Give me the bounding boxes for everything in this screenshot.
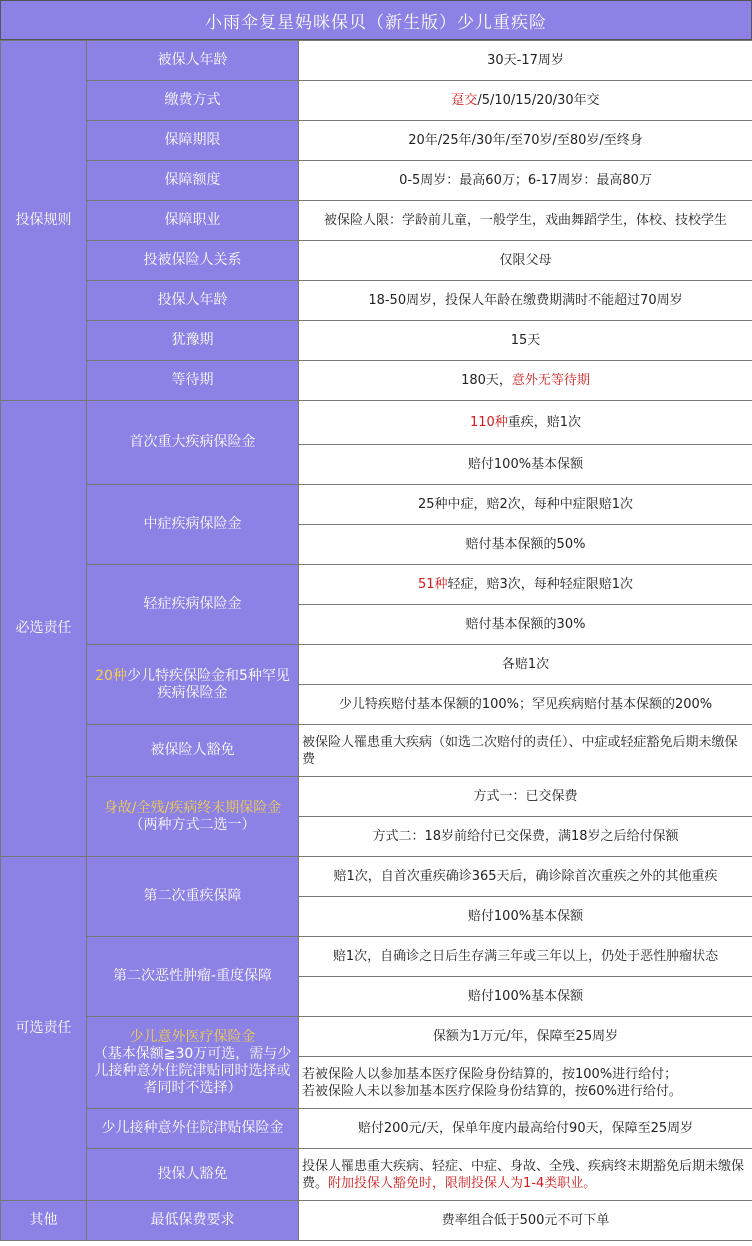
row-label: 中症疾病保险金 [87,485,299,565]
row-label: 被保险人豁免 [87,725,299,777]
row-label: 投保人年龄 [87,281,299,321]
row-label: 投被保险人关系 [87,241,299,281]
page-title: 小雨伞复星妈咪保贝（新生版）少儿重疾险 [0,0,752,40]
row-label: 第二次恶性肿瘤-重度保障 [87,937,299,1017]
row-label: 缴费方式 [87,81,299,121]
row-value: 赔1次，自确诊之日后生存满三年或三年以上，仍处于恶性肿瘤状态 [299,937,752,977]
row-value: 110种重疾，赔1次 [299,401,752,445]
row-label: 投保人豁免 [87,1149,299,1201]
row-value: 方式一：已交保费 [299,777,752,817]
highlight-text: 51种 [417,577,448,592]
row-value: 0-5周岁：最高60万；6-17周岁：最高80万 [299,161,752,201]
row-label: 等待期 [87,361,299,401]
section-optional: 可选责任 [1,857,87,1201]
highlight-text: 趸交 [451,93,478,108]
row-value: 少儿特疾赔付基本保额的100%；罕见疾病赔付基本保额的200% [299,685,752,725]
row-label: 保障期限 [87,121,299,161]
section-other: 其他 [1,1201,87,1241]
row-value: 180天，意外无等待期 [299,361,752,401]
row-value: 仅限父母 [299,241,752,281]
highlight-text: 身故/全残/疾病终末期保险金 [103,799,282,816]
row-value: 方式二：18岁前给付已交保费，满18岁之后给付保额 [299,817,752,857]
row-value: 51种轻症，赔3次，每种轻症限赔1次 [299,565,752,605]
row-value: 各赔1次 [299,645,752,685]
row-value: 若被保险人以参加基本医疗保险身份结算的，按100%进行给付； 若被保险人未以参加基本医疗保险身份结算的，按60%进行给付。 [299,1057,752,1109]
row-label: 少儿意外医疗保险金 （基本保额≧30万可选，需与少儿接种意外住院津贴同时选择或者同时不选择） [87,1017,299,1109]
row-label: 少儿接种意外住院津贴保险金 [87,1109,299,1149]
highlight-text: 意外无等待期 [511,373,590,388]
row-label: 被保人年龄 [87,41,299,81]
row-value: 被保险人罹患重大疾病（如选二次赔付的责任）、中症或轻症豁免后期未缴保费 [299,725,752,777]
highlight-text: 少儿意外医疗保险金 [129,1028,256,1045]
row-value: 保额为1万元/年，保障至25周岁 [299,1017,752,1057]
row-value: 20年/25年/30年/至70岁/至80岁/至终身 [299,121,752,161]
row-value: 18-50周岁，投保人年龄在缴费期满时不能超过70周岁 [299,281,752,321]
row-label: 首次重大疾病保险金 [87,401,299,485]
insurance-table [0,40,752,1241]
row-value: 赔付100%基本保额 [299,977,752,1017]
row-value: 赔付100%基本保额 [299,445,752,485]
row-value: 赔付基本保额的50% [299,525,752,565]
row-value: 赔付200元/天，保单年度内最高给付90天，保障至25周岁 [299,1109,752,1149]
row-label: 20种少儿特疾保险金和5种罕见疾病保险金 [87,645,299,725]
row-value: 投保人罹患重大疾病、轻症、中症、身故、全残、疾病终末期豁免后期未缴保费。附加投保人豁免时，限制投保人为1-4类职业。 [299,1149,752,1201]
highlight-text: 20种 [95,667,127,684]
section-rules: 投保规则 [1,41,87,401]
row-value: 赔付100%基本保额 [299,897,752,937]
row-value: 25种中症，赔2次，每种中症限赔1次 [299,485,752,525]
row-value: 被保险人限：学龄前儿童，一般学生，戏曲舞蹈学生，体校、技校学生 [299,201,752,241]
row-value: 30天-17周岁 [299,41,752,81]
row-value: 赔付基本保额的30% [299,605,752,645]
row-label: 最低保费要求 [87,1201,299,1241]
highlight-text: 110种 [469,415,508,430]
row-value: 赔1次，自首次重疾确诊365天后，确诊除首次重疾之外的其他重疾 [299,857,752,897]
highlight-text: 附加投保人豁免时，限制投保人为1-4类职业。 [328,1175,597,1191]
row-value: 趸交/5/10/15/20/30年交 [299,81,752,121]
row-value: 费率组合低于500元不可下单 [299,1201,752,1241]
row-label: 身故/全残/疾病终末期保险金 （两种方式二选一） [87,777,299,857]
row-label: 犹豫期 [87,321,299,361]
row-label: 轻症疾病保险金 [87,565,299,645]
row-label: 保障职业 [87,201,299,241]
row-value: 15天 [299,321,752,361]
section-required: 必选责任 [1,401,87,857]
row-label: 第二次重疾保障 [87,857,299,937]
row-label: 保障额度 [87,161,299,201]
